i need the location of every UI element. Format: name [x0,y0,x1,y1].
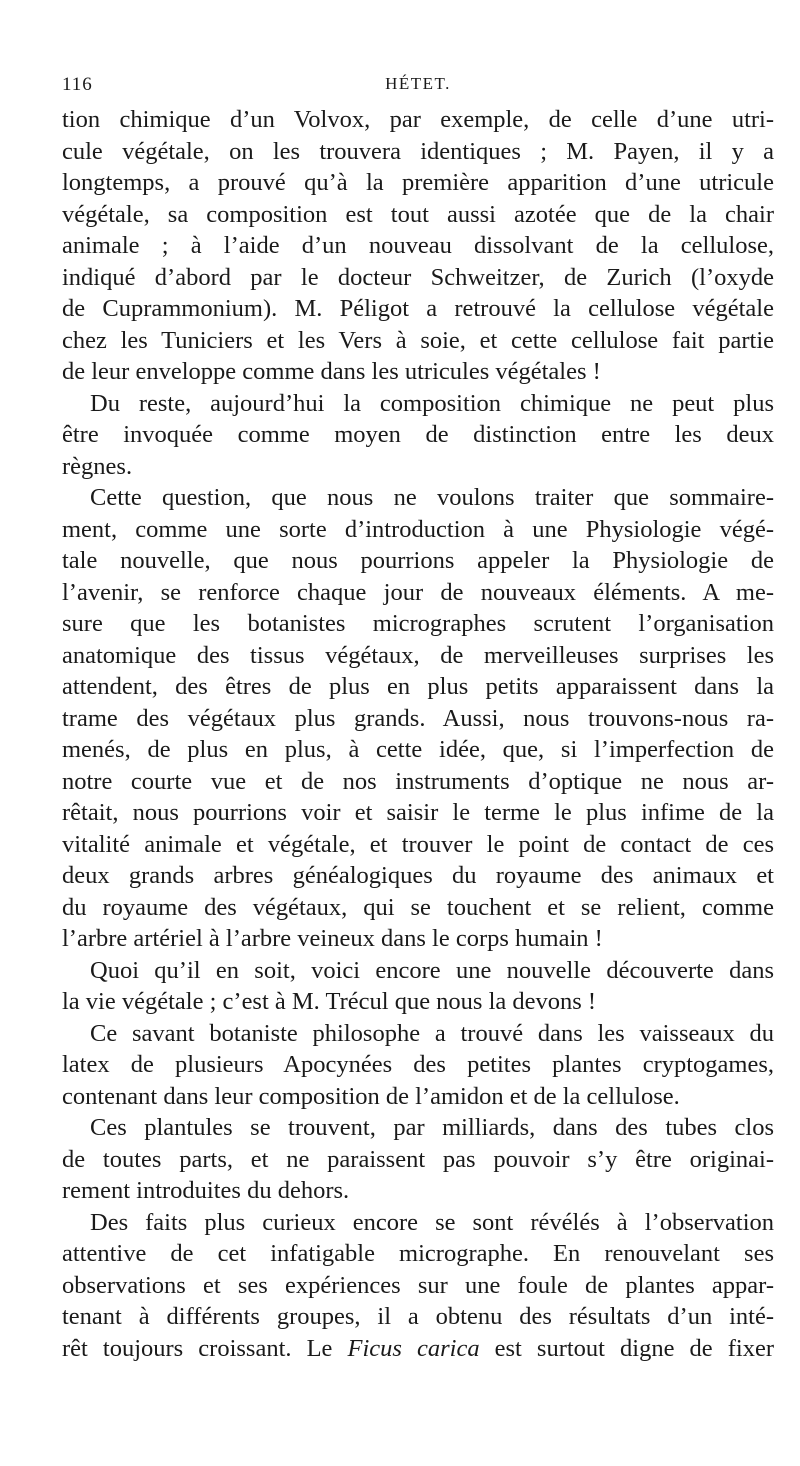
line-text: tenant à différents groupes, il a obtenu des résultats d’un inté- [62,1303,774,1330]
text-line [62,797,774,829]
line-text: chez les Tuniciers et les Vers à soie, et cette cellulose fait partie [62,326,774,354]
text-line [62,1144,774,1176]
text-line [62,1207,774,1239]
line-text: tale nouvelle, que nous pourrions appeler la Physiologie de [62,547,774,574]
line-text: la vie végétale ; c’est à M. Trécul que nous la devons ! [62,988,597,1015]
text-line [62,923,774,955]
line-text: rement introduites du dehors. [62,1177,350,1204]
text-line [62,1333,774,1365]
line-text: Des faits plus curieux encore se sont révélés à l’observation [90,1208,774,1236]
line-text: longtemps, a prouvé qu’à la première apparition d’une utricule [62,169,774,196]
line-text: attentive de cet infatigable micrographe. En renouvelant ses [62,1240,774,1267]
text-line [62,451,774,483]
line-text: observations et ses expériences sur une foule de plantes appar- [62,1271,774,1299]
line-text: végétale, sa composition est tout aussi azotée que de la chair [62,200,774,228]
text-line [62,892,774,924]
line-text: rêt toujours croissant. Le [62,1334,348,1362]
line-text: Cette question, que nous ne voulons traiter que sommaire- [90,484,774,511]
line-text: indiqué d’abord par le docteur Schweitzer, de Zurich (l’oxyde [62,263,774,291]
line-text: trame des végétaux plus grands. Aussi, nous trouvons-nous ra- [62,704,774,732]
line-text: l’arbre artériel à l’arbre veineux dans le corps humain ! [62,925,603,952]
text-line [62,167,774,199]
text-line [62,577,774,609]
text-line [62,199,774,231]
text-line [62,388,774,420]
text-line [62,1238,774,1270]
text-line [62,1175,774,1207]
line-text: animale ; à l’aide d’un nouveau dissolvant de la cellulose, [62,232,774,259]
text-line [62,829,774,861]
book-page [62,66,774,1364]
text-line [62,1301,774,1333]
text-line [62,608,774,640]
line-text: Quoi qu’il en soit, voici encore une nouvelle découverte dans [90,956,774,984]
text-line [62,545,774,577]
text-line [62,1081,774,1113]
line-text: sure que les botanistes micrographes scrutent l’organisation [62,610,774,637]
text-line [62,640,774,672]
page-header [62,66,774,100]
line-text: Ces plantules se trouvent, par milliards, dans des tubes clos [90,1114,774,1141]
text-line [62,514,774,546]
line-text: ment, comme une sorte d’introduction à une Physiologie végé- [62,515,774,543]
text-line [62,262,774,294]
text-line [62,766,774,798]
text-line [62,1270,774,1302]
text-line [62,1018,774,1050]
line-text: latex de plusieurs Apocynées des petites plantes cryptogames, [62,1051,774,1078]
text-line [62,1112,774,1144]
line-text: anatomique des tissus végétaux, de merveilleuses surprises les [62,641,774,669]
italic-term: Ficus carica [347,1334,480,1362]
line-text: de Cuprammonium). M. Péligot a retrouvé la cellulose végétale [62,295,774,322]
line-text: vitalité animale et végétale, et trouver le point de contact de ces [62,830,774,858]
line-text-after: est surtout digne de fixer [479,1334,774,1362]
line-text: Ce savant botaniste philosophe a trouvé dans les vaisseaux du [90,1019,774,1047]
page-number: 116 [62,74,93,95]
line-text: de leur enveloppe comme dans les utricules végétales ! [62,358,601,385]
running-head: HÉTET. [385,74,451,93]
text-line [62,325,774,357]
text-line [62,356,774,388]
text-line [62,671,774,703]
line-text: cule végétale, on les trouvera identiques ; M. Payen, il y a [62,137,774,165]
text-line [62,482,774,514]
line-text: Du reste, aujourd’hui la composition chimique ne peut plus [90,389,774,417]
line-text: être invoquée comme moyen de distinction entre les deux [62,421,774,448]
text-line [62,986,774,1018]
text-line [62,703,774,735]
text-line [62,1049,774,1081]
line-text: attendent, des êtres de plus en plus petits apparaissent dans la [62,673,774,700]
text-line [62,104,774,136]
line-text: contenant dans leur composition de l’amidon et de la cellulose. [62,1082,680,1110]
text-line [62,136,774,168]
line-text: notre courte vue et de nos instruments d’optique ne nous ar- [62,767,774,795]
line-text: règnes. [62,452,133,480]
text-line [62,860,774,892]
line-text: de toutes parts, et ne paraissent pas pouvoir s’y être originai- [62,1145,774,1173]
text-line [62,293,774,325]
text-line [62,419,774,451]
line-text: l’avenir, se renforce chaque jour de nouveaux éléments. A me- [62,578,774,606]
line-text: rêtait, nous pourrions voir et saisir le terme le plus infime de la [62,799,774,826]
body-text [62,104,774,1364]
line-text: menés, de plus en plus, à cette idée, que, si l’imperfection de [62,736,774,763]
line-text: deux grands arbres généalogiques du royaume des animaux et [62,862,774,889]
text-line [62,230,774,262]
text-line [62,955,774,987]
line-text: tion chimique d’un Volvox, par exemple, de celle d’une utri- [62,106,774,133]
text-line [62,734,774,766]
line-text: du royaume des végétaux, qui se touchent et se relient, comme [62,893,774,921]
